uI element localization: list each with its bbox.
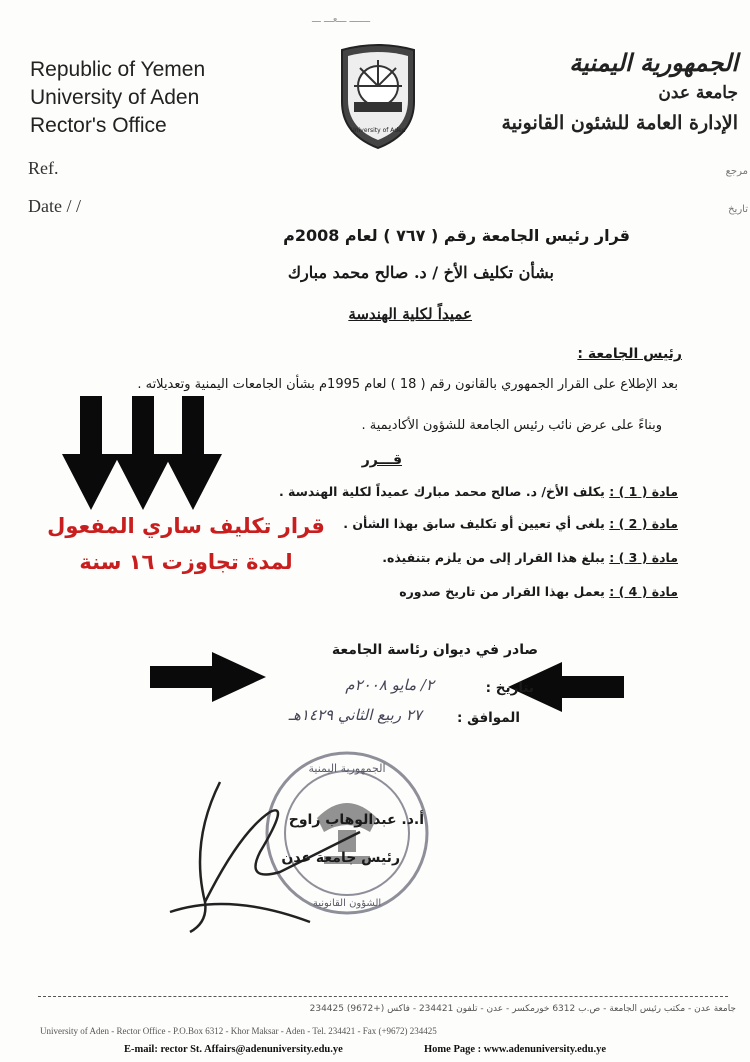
article-2 [343,516,678,531]
decision-position: عميداً لكلية الهندسة [348,305,472,323]
top-scribble: ـــــــ ـــعـــ ـــ [312,14,371,25]
footer-email: E-mail: rector St. Affairs@adenuniversity.edu.ye [124,1044,343,1055]
article-1 [279,484,678,499]
decides-heading: قـــرر [361,452,402,468]
english-letterhead-line2: University of Aden [30,86,200,109]
date-label: Date / / [28,196,81,216]
footer-divider [38,996,728,997]
gregorian-date-label: بتاريخ : [485,680,534,696]
right-arrow-icon [150,652,266,702]
article-text: يلغى أي تعيين أو تكليف سابق بهذا الشأن . [343,516,605,531]
margin-date: تاريخ [728,204,748,215]
article-text: يبلغ هذا القرار إلى من يلزم بتنفيذه. [382,550,605,565]
footer-homepage: Home Page : www.adenuniversity.edu.ye [424,1044,606,1055]
footer-arabic: جامعة عدن - مكتب رئيس الجامعة - ص.ب 6312 خورمكسر - عدن - تلفون 234421 - فاكس (+9672) 234425 [309,1004,736,1014]
article-text: يكلف الأخ/ د. صالح محمد مبارك عميداً لكلية الهندسة . [278,484,605,499]
arabic-letterhead-line1: الجمهورية اليمنية [569,48,738,77]
hijri-date-label: الموافق : [457,710,520,726]
addressee: رئيس الجامعة : [577,346,682,362]
article-4 [399,584,678,599]
article-label: مادة ( 3 ) : [609,550,678,565]
issued-at: صادر في ديوان رئاسة الجامعة [331,642,538,658]
arabic-letterhead-line2: جامعة عدن [658,83,738,103]
preamble-1: بعد الإطلاع على القرار الجمهوري بالقانون رقم ( 18 ) لعام 1995م بشأن الجامعات اليمنية وتعديلاته . [137,377,678,392]
arabic-letterhead-line3: الإدارة العامة للشئون القانونية [501,112,738,134]
red-annotation-line1: قرار تكليف ساري المفعول [47,514,325,538]
article-3 [382,550,678,565]
margin-ref: مرجع [725,166,748,177]
decision-subject: بشأن تكليف الأخ / د. صالح محمد مبارك [287,263,554,282]
english-letterhead-line3: Rector's Office [30,114,167,137]
article-label: مادة ( 2 ) : [609,516,678,531]
decision-title: قرار رئيس الجامعة رقم ( ٧٦٧ ) لعام 2008م [283,226,630,245]
stamp-inner-text: الشؤون القانونية [312,898,382,909]
stamp-outer-text: الجمهورية اليمنية [308,762,386,775]
article-label: مادة ( 1 ) : [609,484,678,499]
red-annotation-line2: لمدة تجاوزت ١٦ سنة [79,550,293,574]
arabic-letterhead [501,48,738,138]
signatory-title: رئيس جامعة عدن [281,850,400,866]
hijri-date-value: ٢٧ ربيع الثاني ١٤٢٩هـ [288,706,422,724]
red-annotation [36,508,336,580]
ref-label: Ref. [28,158,59,178]
footer-english: University of Aden - Rector Office - P.O.Box 6312 - Khor Maksar - Aden - Tel. 234421 - Fax (+9672) 234425 [40,1026,437,1036]
down-arrows-icon [62,396,222,512]
gregorian-date-value: ٢/ مايو ٢٠٠٨م [345,676,434,694]
university-of-aden-emblem-icon [332,42,424,150]
english-letterhead-line1: Republic of Yemen [30,58,206,81]
article-label: مادة ( 4 ) : [609,584,678,599]
emblem-text: University of Aden [350,127,406,134]
article-text: يعمل بهذا القرار من تاريخ صدوره [399,584,605,599]
english-letterhead [30,56,205,140]
signatory-name: أ.د. عبدالوهاب راوح [288,812,424,828]
preamble-2: وبناءً على عرض نائب رئيس الجامعة للشؤون الأكاديمية . [361,418,662,433]
